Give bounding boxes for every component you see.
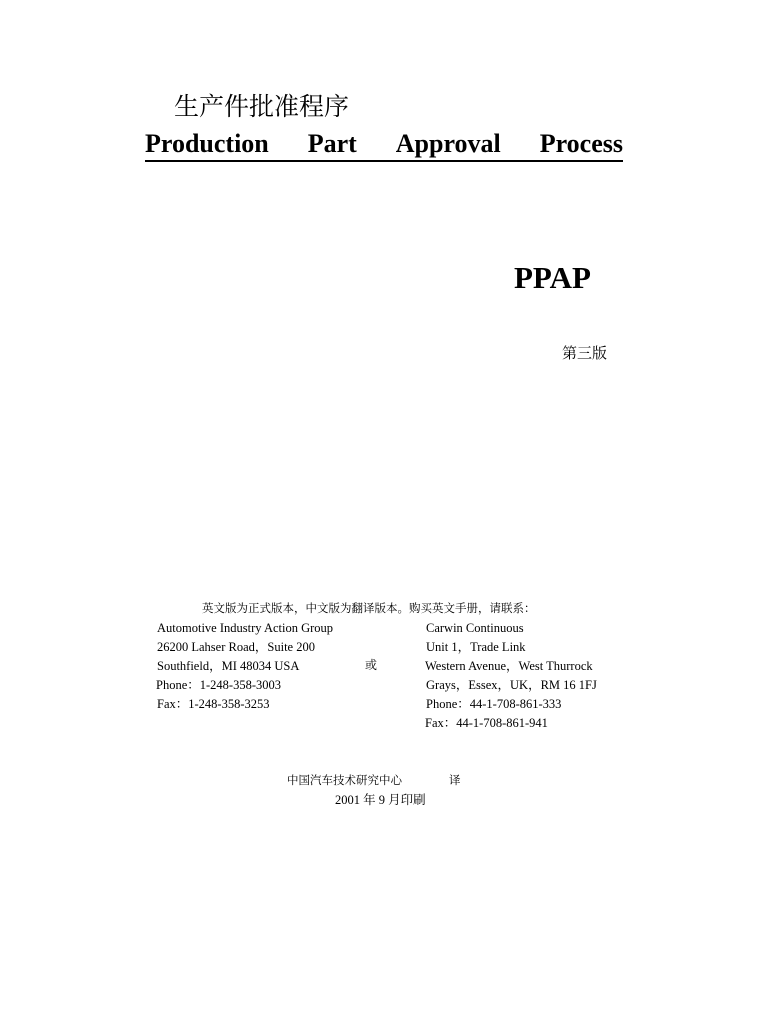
title-word: Process bbox=[539, 129, 623, 158]
left-contact-line: Phone：1-248-358-3003 bbox=[156, 678, 281, 692]
or-separator: 或 bbox=[365, 658, 378, 672]
title-word: Production bbox=[145, 129, 269, 158]
print-date: 2001 年 9 月印刷 bbox=[335, 793, 426, 807]
right-contact-line: Fax：44-1-708-861-941 bbox=[425, 716, 548, 730]
english-title bbox=[145, 128, 623, 162]
right-contact-line: Unit 1，Trade Link bbox=[426, 640, 526, 654]
translator-org: 中国汽车技术研究中心 bbox=[287, 773, 402, 787]
left-contact-line: Automotive Industry Action Group bbox=[157, 621, 334, 635]
right-contact-line: Phone：44-1-708-861-333 bbox=[426, 697, 562, 711]
right-contact-line: Western Avenue，West Thurrock bbox=[425, 659, 593, 673]
translator-credit bbox=[287, 772, 461, 788]
contact-note: 英文版为正式版本，中文版为翻译版本。购买英文手册，请联系： bbox=[202, 601, 536, 615]
translator-verb: 译 bbox=[449, 773, 461, 787]
edition-label: 第三版 bbox=[562, 344, 608, 362]
left-contact-line: Southfield，MI 48034 USA bbox=[157, 659, 300, 673]
title-word: Part bbox=[307, 129, 357, 158]
left-contact-line: 26200 Lahser Road，Suite 200 bbox=[157, 640, 315, 654]
chinese-title: 生产件批准程序 bbox=[174, 92, 350, 121]
left-contact-line: Fax：1-248-358-3253 bbox=[157, 697, 270, 711]
title-word: Approval bbox=[395, 129, 501, 158]
right-contact-line: Carwin Continuous bbox=[426, 621, 524, 635]
acronym-heading: PPAP bbox=[514, 260, 591, 295]
right-contact-line: Grays，Essex，UK，RM 16 1FJ bbox=[426, 678, 597, 692]
